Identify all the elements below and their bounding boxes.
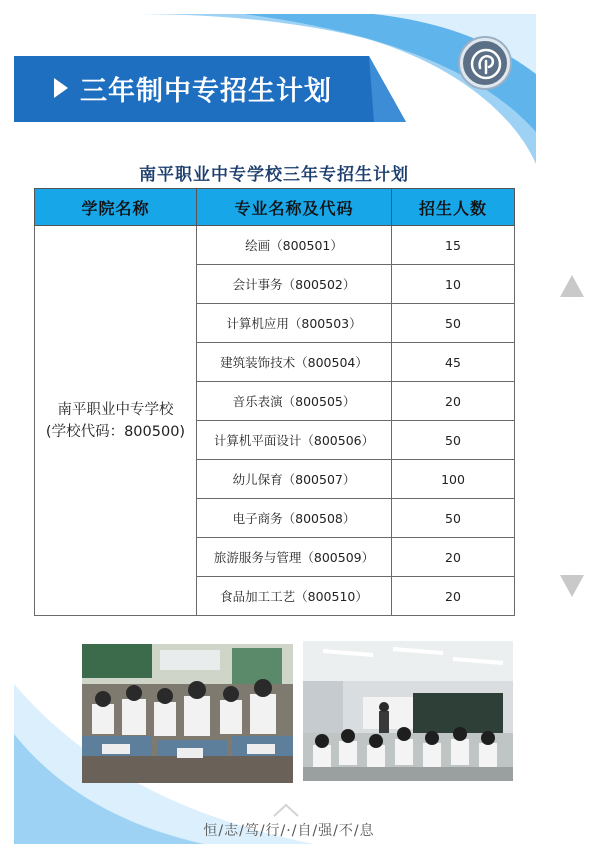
major-cell: 会计事务（800502） (197, 265, 392, 304)
count-cell: 50 (392, 421, 515, 460)
major-cell: 食品加工工艺（800510） (197, 577, 392, 616)
school-name: 南平职业中专学校 (57, 401, 174, 418)
enrollment-table (34, 188, 515, 616)
triangle-down-icon[interactable] (560, 575, 584, 597)
major-cell: 音乐表演（800505） (197, 382, 392, 421)
major-cell: 绘画（800501） (197, 226, 392, 265)
count-cell: 10 (392, 265, 515, 304)
header-major: 专业名称及代码 (197, 189, 392, 226)
count-cell: 50 (392, 304, 515, 343)
play-triangle-icon (54, 78, 68, 98)
count-cell: 15 (392, 226, 515, 265)
chevron-up-icon[interactable] (272, 802, 300, 818)
major-cell: 旅游服务与管理（800509） (197, 538, 392, 577)
footer-slogan: 恒/志/笃/行/·/自/强/不/息 (203, 823, 375, 839)
classroom-photo-1 (82, 644, 293, 783)
classroom-photo-2 (303, 641, 513, 781)
table-row (35, 226, 515, 265)
triangle-up-icon[interactable] (560, 275, 584, 297)
table-header-row (35, 189, 515, 226)
count-cell: 50 (392, 499, 515, 538)
count-cell: 45 (392, 343, 515, 382)
major-cell: 幼儿保育（800507） (197, 460, 392, 499)
major-cell: 计算机应用（800503） (197, 304, 392, 343)
count-cell: 20 (392, 538, 515, 577)
header-school: 学院名称 (35, 189, 197, 226)
count-cell: 20 (392, 577, 515, 616)
header-count: 招生人数 (392, 189, 515, 226)
page (14, 14, 536, 844)
major-cell: 计算机平面设计（800506） (197, 421, 392, 460)
section-banner (14, 56, 406, 122)
school-cell (35, 226, 197, 616)
school-logo-icon (460, 38, 510, 88)
major-cell: 电子商务（800508） (197, 499, 392, 538)
count-cell: 20 (392, 382, 515, 421)
major-cell: 建筑装饰技术（800504） (197, 343, 392, 382)
banner-title: 三年制中专招生计划 (80, 76, 332, 107)
school-code: (学校代码：800500) (45, 423, 186, 440)
count-cell: 100 (392, 460, 515, 499)
table-title: 南平职业中专学校三年专招生计划 (139, 165, 409, 185)
